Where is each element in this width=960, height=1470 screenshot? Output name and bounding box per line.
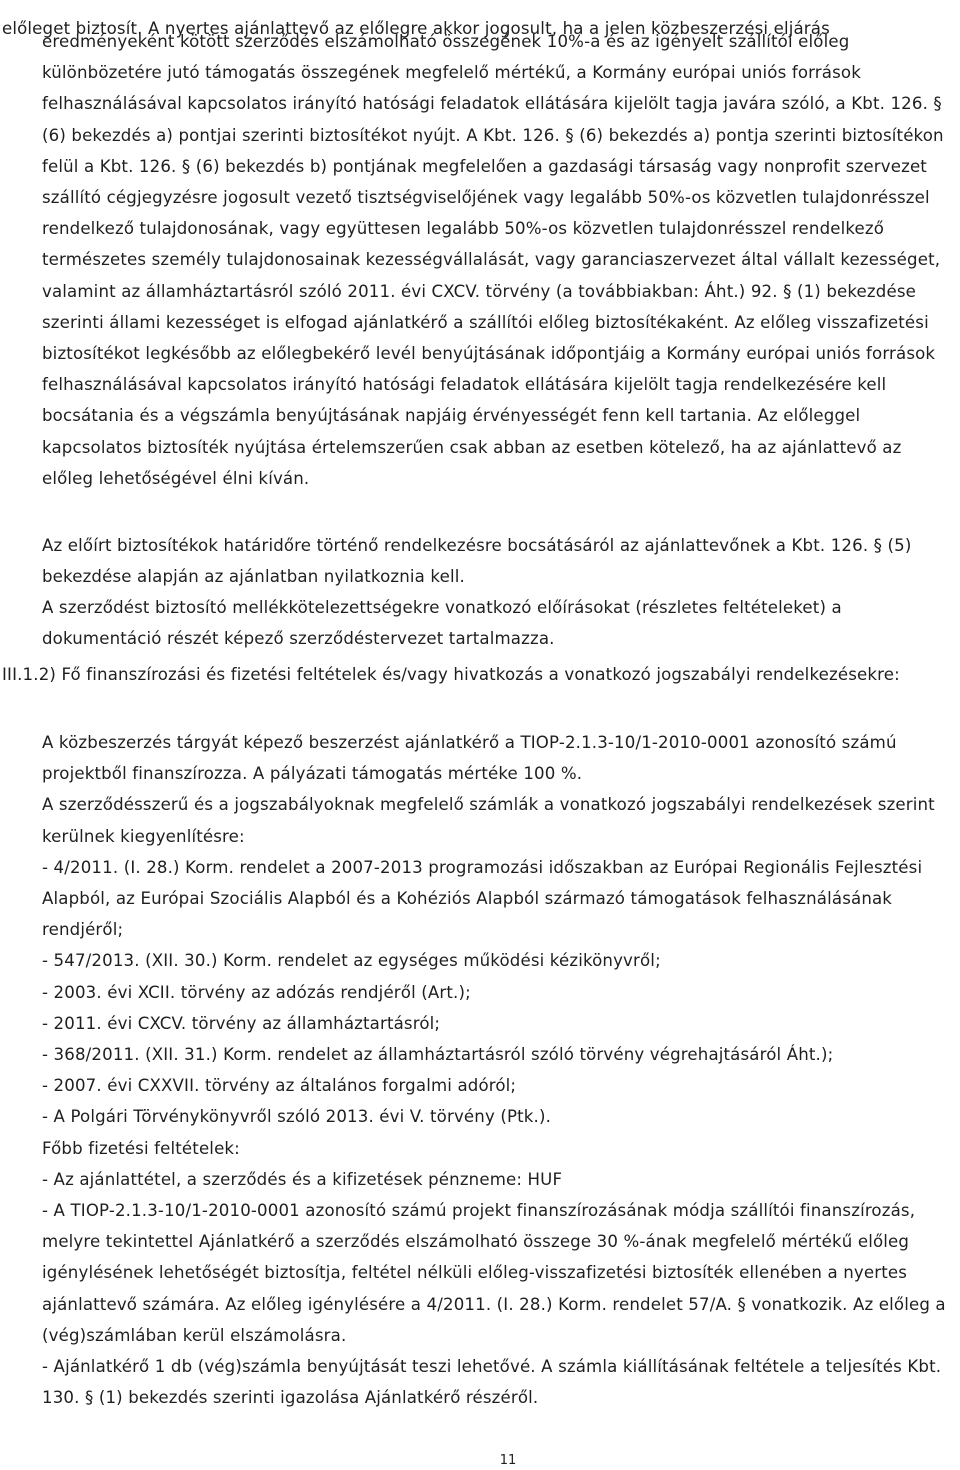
law-list-item: - 2007. évi CXXVII. törvény az általános forgalmi adóról; <box>42 1076 517 1096</box>
paragraph-funding: A közbeszerzés tárgyát képező beszerzést ajánlatkérő a TIOP-2.1.3-10/1-2010-0001 azonosító számú projektből finanszírozza. A pályázati támogatás mértéke 100 %. <box>42 733 897 784</box>
page-number: 11 <box>499 1453 517 1468</box>
law-list-item: - 2011. évi CXCV. törvény az államháztartásról; <box>42 1013 441 1033</box>
law-list-item: - 368/2011. (XII. 31.) Korm. rendelet az államháztartásról szóló törvény végrehajtásáról Áht.); <box>42 1045 834 1065</box>
section-heading <box>2 659 952 690</box>
law-list-item: - 4/2011. (I. 28.) Korm. rendelet a 2007-2013 programozási időszakban az Európai Regionális Fejlesztési Alapból, az Európai Szociális Alapból és a Kohéziós Alapból származó támogatások felhasználásának rendjéről; <box>42 857 923 940</box>
paragraph-contract <box>42 592 952 654</box>
law-list-item: - A Polgári Törvénykönyvről szóló 2013. évi V. törvény (Ptk.). <box>42 1107 552 1127</box>
section-body <box>42 727 952 1413</box>
payment-term-item: - Az ajánlattétel, a szerződés és a kifizetések pénzneme: HUF <box>42 1169 563 1189</box>
payment-term-item: - Ajánlatkérő 1 db (vég)számla benyújtását teszi lehetővé. A számla kiállításának feltétele a teljesítés Kbt. 130. § (1) bekezdés szerinti igazolása Ajánlatkérő részéről. <box>42 1357 942 1408</box>
paragraph-advance-guarantee <box>42 26 952 494</box>
paragraph-deadline <box>42 530 952 592</box>
payment-heading: Főbb fizetési feltételek: <box>42 1138 240 1158</box>
paragraph-settlement-intro: A szerződésszerű és a jogszabályoknak megfelelő számlák a vonatkozó jogszabályi rendelkezések szerint kerülnek kiegyenlítésre: <box>42 795 935 846</box>
law-list-item: - 2003. évi XCII. törvény az adózás rendjéről (Art.); <box>42 982 471 1002</box>
law-list-item: - 547/2013. (XII. 30.) Korm. rendelet az egységes működési kézikönyvről; <box>42 951 661 971</box>
paragraph-text: Az előírt biztosítékok határidőre történő rendelkezésre bocsátásáról az ajánlattevőnek a Kbt. 126. § (5) bekezdése alapján az ajánlatban nyilatkoznia kell. <box>42 536 912 587</box>
paragraph-text: eredményeként kötött szerződés elszámolható összegének 10%-a és az igényelt szállítói előleg különbözetére jutó támogatás összegének megfelelő mértékű, a Kormány európai uniós források felhasználásával kapcsolatos irányító hatósági feladatok ellátására kijelölt tagja javára szóló, a Kbt. 126. § (6) bekezdés a) pontjai szerinti biztosítékot nyújt. A Kbt. 126. § (6) bekezdés a) pontja szerinti biztosítékon felül a Kbt. 126. § (6) bekezdés b) pontjának megfelelően a gazdasági társaság vagy nonprofit szervezet szállító cégjegyzésre jogosult vezető tisztségviselőjének vagy legalább 50%-os közvetlen tulajdonrésszel rendelkező tulajdonosának, vagy együttesen legalább 50%-os közvetlen tulajdonrésszel rendelkező természetes személy tulajdonosainak kezességvállalását, vagy garanciaszervezet által vállalt kezességet, valamint az államháztartásról szóló 2011. évi CXCV. törvény (a továbbiakban: Áht.) 92. § (1) bekezdése szerinti állami kezességet is elfogad ajánlatkérő a szállítói előleg biztosítékaként. Az előleg visszafizetési biztosítékot legkésőbb az előlegbekérő levél benyújtásának időpontjáig a Kormány európai uniós források felhasználásával kapcsolatos irányító hatósági feladatok ellátására kijelölt tagja rendelkezésére kell bocsátania és a végszámla benyújtásának napjáig érvényességét fenn kell tartania. Az előleggel kapcsolatos biztosíték nyújtása értelemszerűen csak abban az esetben kötelező, ha az ajánlattevő az előleg lehetőségével élni kíván. <box>42 32 944 488</box>
paragraph-text: előleget biztosít. A nyertes ajánlattevő az előlegre akkor jogosult, ha a jelen közbeszerzési eljárás <box>2 18 830 38</box>
section-heading-text: III.1.2) Fő finanszírozási és fizetési feltételek és/vagy hivatkozás a vonatkozó jogszabályi rendelkezésekre: <box>2 665 900 684</box>
payment-term-item: - A TIOP-2.1.3-10/1-2010-0001 azonosító számú projekt finanszírozásának módja szállítói finanszírozás, melyre tekintettel Ajánlatkérő a szerződés elszámolható összege 30 %-ának megfelelő mértékű előleg igénylésének lehetőségét biztosítja, feltétel nélküli előleg-visszafizetési biztosíték ellenében a nyertes ajánlattevő számára. Az előleg igénylésére a 4/2011. (I. 28.) Korm. rendelet 57/A. § vonatkozik. Az előleg a (vég)számlában kerül elszámolásra. <box>42 1201 946 1345</box>
paragraph-text: A szerződést biztosító mellékkötelezettségekre vonatkozó előírásokat (részletes feltételeket) a dokumentáció részét képező szerződéstervezet tartalmazza. <box>42 598 842 649</box>
